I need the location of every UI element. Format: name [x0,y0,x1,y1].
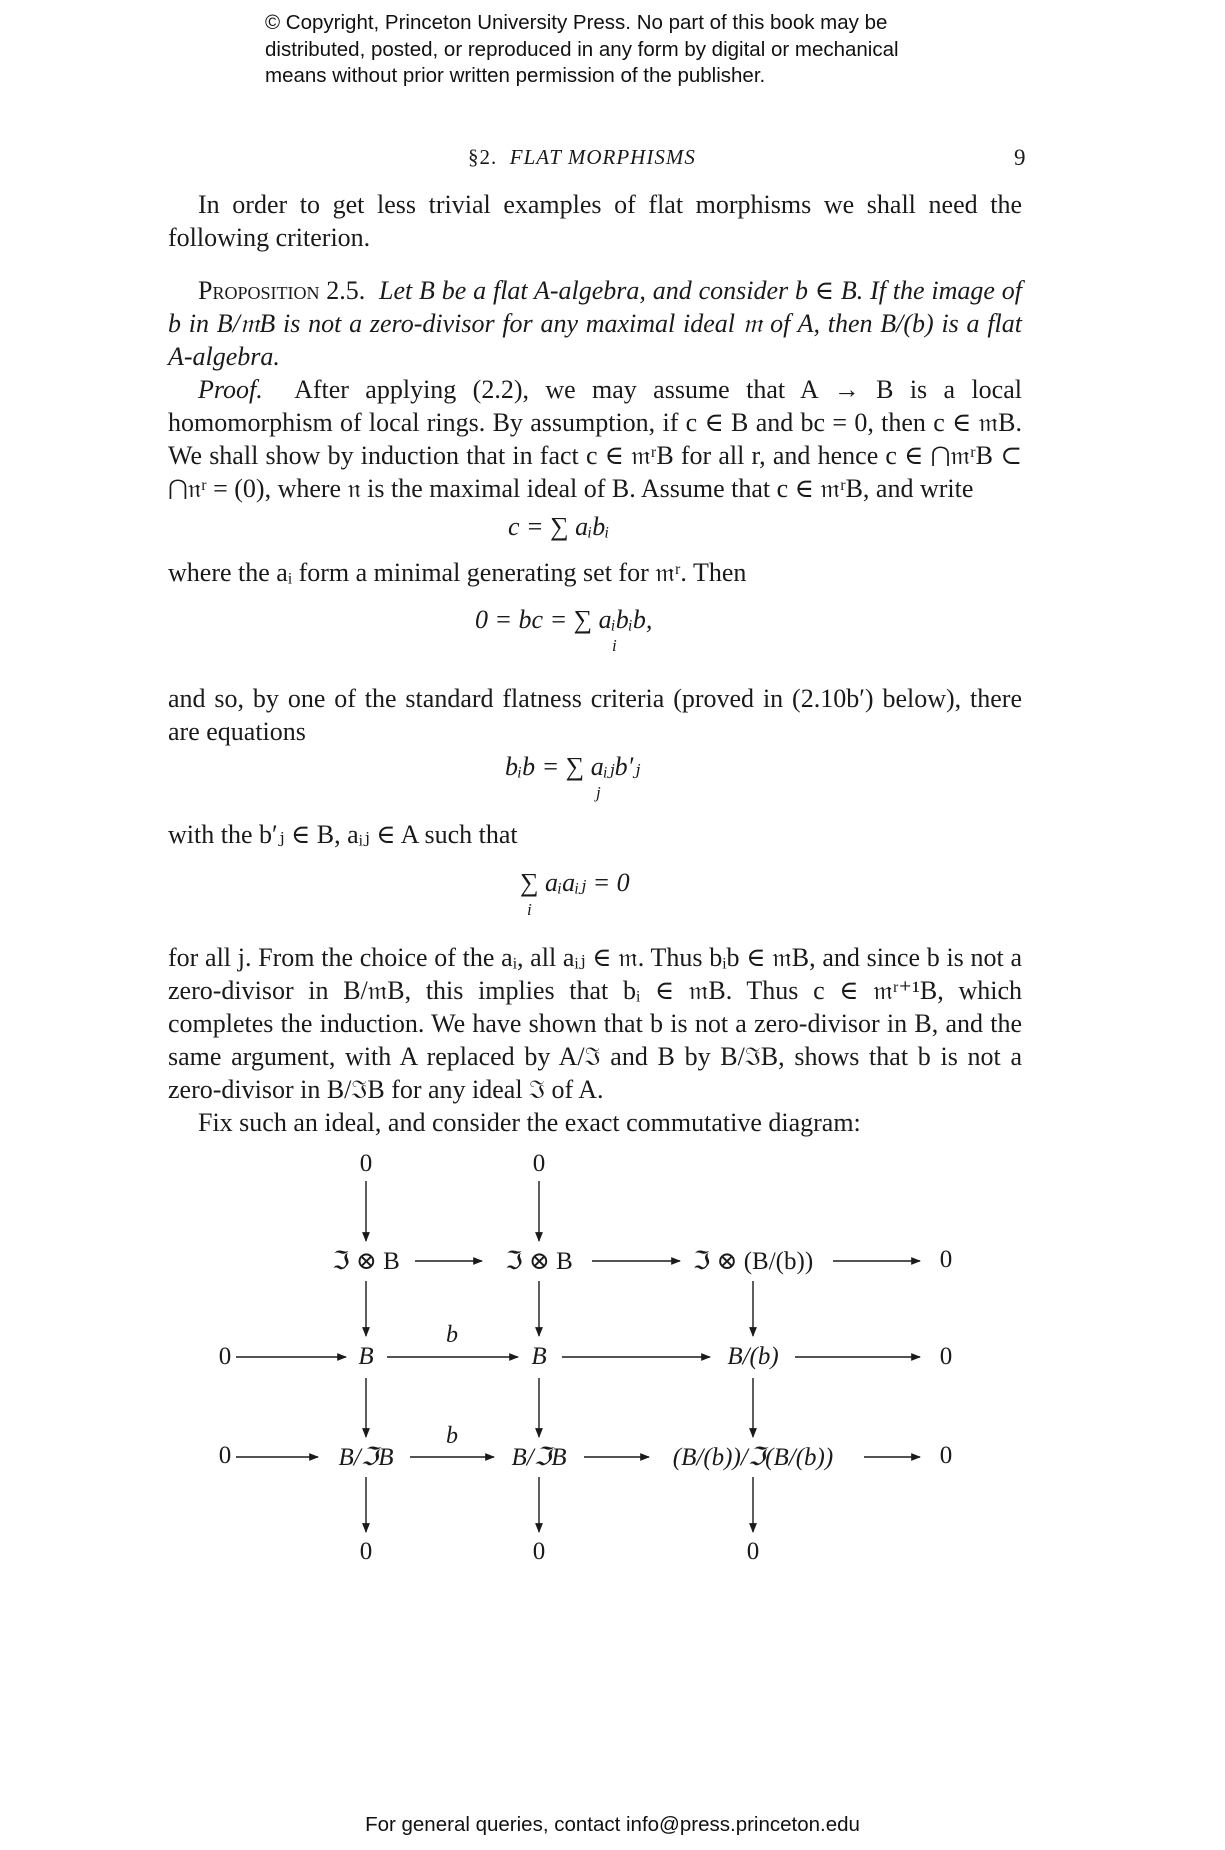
node-r2c3: B/(b) [727,1343,779,1370]
equation-3: bᵢb = ∑ aᵢⱼb′ⱼ [505,752,641,781]
conclusion-paragraph: for all j. From the choice of the aᵢ, all aᵢⱼ ∈ 𝔪. Thus bᵢb ∈ 𝔪B, and since b is not a zero-divisor in B/𝔪B, this implies that bᵢ ∈ 𝔪B. Thus c ∈ 𝔪ʳ⁺¹B, which completes the induction. We have shown that b is not a zero-divisor in B, and the same argument, with A replaced by A/ℑ and B by B/ℑB, shows that b is not a zero-divisor in B/ℑB for any ideal ℑ of A. [168,943,1022,1104]
node-top-zero-left: 0 [359,1150,373,1177]
node-r3c4: 0 [939,1442,953,1469]
node-r3c0: 0 [218,1442,232,1469]
equation-3-index: j [596,783,601,802]
page-number: 9 [1014,145,1026,170]
copyright-line: © Copyright, Princeton University Press. No part of this book may be [265,11,888,34]
footer-contact: For general queries, contact info@press.princeton.edu [365,1813,860,1836]
proposition-label: Proposition 2.5. [198,276,366,305]
copyright-line: means without prior written permission of the publisher. [265,64,766,87]
with-line: with the b′ⱼ ∈ B, aᵢⱼ ∈ A such that [168,820,518,849]
node-r3c1: B/ℑB [338,1444,394,1471]
node-r3c2: B/ℑB [511,1444,567,1471]
intro-paragraph: In order to get less trivial examples of flat morphisms we shall need the following criterion. [168,190,1022,252]
node-r2c4: 0 [939,1343,953,1370]
node-top-zero-mid: 0 [532,1150,546,1177]
equation-2-index: i [612,636,617,655]
node-r3c3: (B/(b))/ℑ(B/(b)) [672,1444,834,1471]
node-r2c2: B [531,1343,547,1370]
node-bot-zero-right: 0 [746,1538,760,1565]
equation-2: 0 = bc = ∑ aᵢbᵢb, [475,605,653,634]
node-r1c4: 0 [939,1246,953,1273]
node-r1c3: ℑ ⊗ (B/(b)) [692,1248,814,1275]
equation-4: ∑ aᵢaᵢⱼ = 0 [520,868,630,897]
proposition-statement: Let B be a flat A-algebra, and consider b ∈ B. If the image of b in B/𝔪B is not a zero-divisor for any maximal ideal 𝔪 of A, then B/(b) is a flat A-algebra. [168,276,1023,371]
section-title: §2. FLAT MORPHISMS [468,145,696,169]
arrow-label-row2: b [446,1322,458,1348]
node-bot-zero-left: 0 [359,1538,373,1565]
node-r1c1: ℑ ⊗ B [332,1248,400,1275]
criteria-paragraph: and so, by one of the standard flatness criteria (proved in (2.10b′) below), there are equations [168,684,1022,746]
node-r2c1: B [358,1343,374,1370]
node-r2c0: 0 [218,1343,232,1370]
where-line: where the aᵢ form a minimal generating set for 𝔪ʳ. Then [168,558,747,587]
arrow-label-row3: b [446,1423,458,1449]
node-r1c2: ℑ ⊗ B [505,1248,573,1275]
copyright-line: distributed, posted, or reproduced in any form by digital or mechanical [265,37,899,61]
equation-4-index: i [527,900,532,919]
proof-label: Proof. [198,375,263,404]
proof-text: After applying (2.2), we may assume that A → B is a local homomorphism of local rings. By assumption, if c ∈ B and bc = 0, then c ∈ 𝔪B. We shall show by induction that in fact c ∈ 𝔪ʳB for all r, and hence c ∈ ⋂𝔪ʳB ⊂ ⋂𝔫ʳ = (0), where 𝔫 is the maximal ideal of B. Assume that c ∈ 𝔪ʳB, and write [168,375,1022,503]
fix-paragraph: Fix such an ideal, and consider the exact commutative diagram: [198,1108,861,1137]
node-bot-zero-mid: 0 [532,1538,546,1565]
equation-1: c = ∑ aᵢbᵢ [508,512,610,541]
